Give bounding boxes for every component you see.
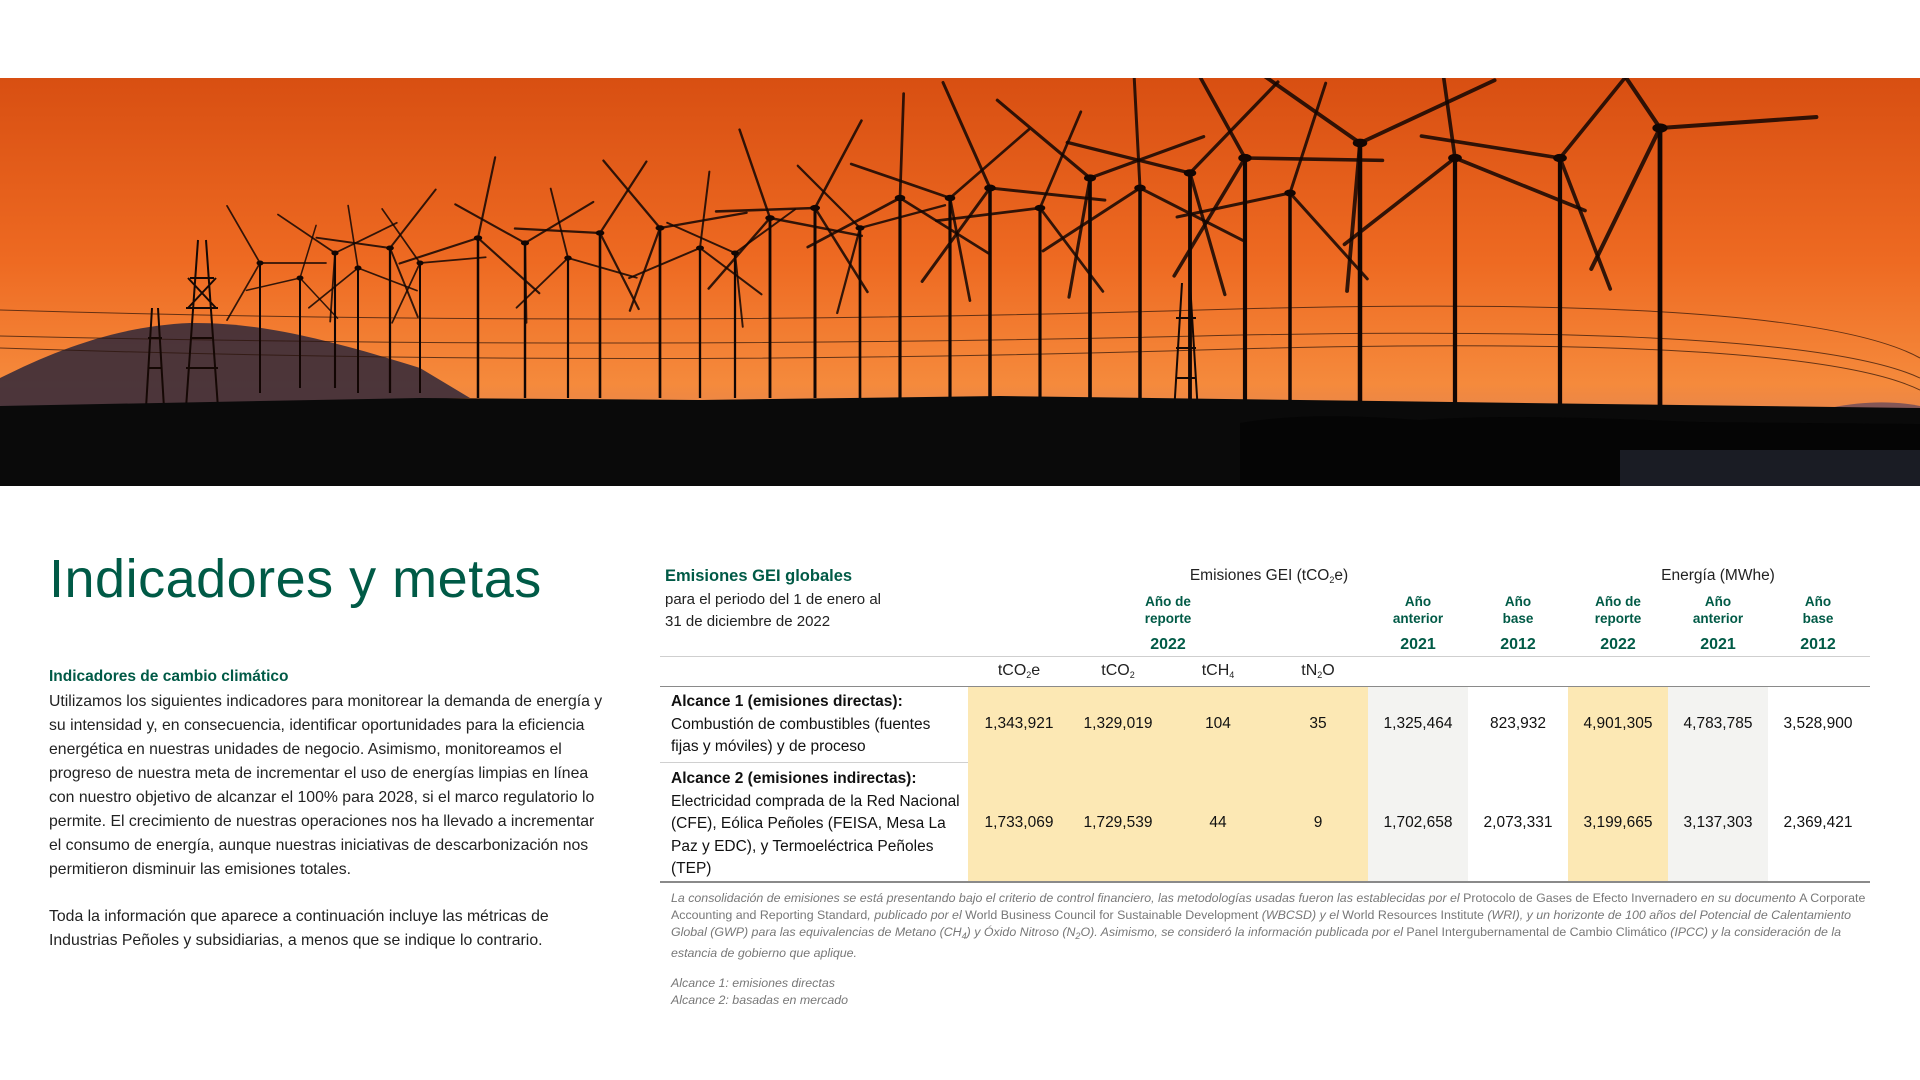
cell-value: 9 — [1313, 814, 1323, 831]
col-header-energy-base-year: Año base 2012 — [1800, 594, 1836, 653]
table-subtitle: 31 de diciembre de 2022 — [665, 613, 831, 630]
col-header-ghg-base-year: Año base 2012 — [1500, 594, 1536, 653]
unit-tco2e: tCO$_2$e — [997, 662, 1041, 680]
cell-value: 1,325,464 — [1383, 715, 1453, 732]
table-subtitle: para el periodo del 1 de enero al — [665, 591, 881, 608]
scope-paragraph: Toda la información que aparece a continuación incluye las métricas de Industrias Peñoles y subsidiarias, a menos que se indique lo contrario. — [49, 908, 549, 949]
table-title: Emisiones GEI globales — [665, 567, 853, 585]
cell-value: 2,369,421 — [1783, 814, 1853, 831]
table-divider — [660, 656, 1870, 657]
unit-tco2: tCO$_2$ — [1101, 662, 1135, 680]
cell-value: 2,073,331 — [1483, 814, 1553, 831]
cell-value: 1,343,921 — [984, 715, 1054, 732]
cell-value: 3,528,900 — [1783, 715, 1853, 732]
cell-value: 3,137,303 — [1683, 814, 1753, 831]
cell-value: 823,932 — [1489, 715, 1547, 732]
energy-group-header: Energía (MWhe) — [1661, 567, 1775, 584]
cell-value: 1,702,658 — [1383, 814, 1453, 831]
row-label-scope-2: Alcance 2 (emisiones indirectas): Electricidad comprada de la Red Nacional (CFE), Eólica Peñoles (FEISA, Mesa La Paz y EDC), y Termoeléctrica Peñoles (TEP) — [671, 770, 960, 877]
col-header-energy-reporting-year: Año de reporte 2022 — [1594, 594, 1642, 653]
table-bottom-rule — [660, 881, 1870, 883]
wind-turbines-hero-image — [0, 78, 1920, 486]
cell-value: 104 — [1205, 715, 1231, 732]
col-header-energy-previous-year: Año anterior 2021 — [1692, 594, 1744, 653]
unit-tch4: tCH$_4$ — [1201, 662, 1235, 680]
page-title: Indicadores y metas — [49, 549, 542, 609]
unit-tn2o: $tN_2O$ — [1301, 662, 1335, 680]
table-row-divider — [660, 762, 968, 763]
cell-value: 44 — [1209, 814, 1227, 831]
scope-2-note: Alcance 2: basadas en mercado — [671, 993, 849, 1007]
cell-value: 1,329,019 — [1083, 715, 1153, 732]
section-heading: Indicadores de cambio climático — [49, 668, 289, 685]
col-header-ghg-reporting-year: Año de reporte 2022 — [1144, 594, 1192, 653]
methodology-footnote: La consolidación de emisiones se está presentando bajo el criterio de control financiero, las metodologías usadas fueron las establecidas por el Protocolo de Gases de Efecto Invernadero en su documento A Corporate Accounting and Reporting Standard, publicado por el World Business Council for Sustainable Development (WBCSD) y el World Resources Institute (WRI), y un horizonte de 100 años del Potencial de Calentamiento Global (GWP) para las equivalencias de Metano $(CH_4)$ y Óxido Nitroso $(N_2O)$. Asimismo, se consideró la información publicada por el Panel Intergubernamental de Cambio Climático (IPCC) y la consideración de la estancia de gobierno que aplique. — [671, 891, 1866, 960]
table-divider — [660, 686, 1870, 687]
intro-paragraph: Utilizamos los siguientes indicadores para monitorear la demanda de energía y su intensidad y, en consecuencia, identificar oportunidades para la eficiencia energética en nuestras unidades de negocio. Asimismo, monitoreamos el progreso de nuestra meta de incrementar el uso de energías limpias en línea con nuestro objetivo de alcanzar el 100% para 2028, si el marco regulatorio lo permite. El crecimiento de nuestras operaciones nos ha llevado a incrementar el consumo de energía, aunque nuestras iniciativas de descarbonización nos permitieron disminuir las emisiones totales. — [49, 693, 603, 878]
col-header-ghg-previous-year: Año anterior 2021 — [1392, 594, 1444, 653]
scope-1-note: Alcance 1: emisiones directas — [671, 976, 835, 990]
cell-value: 35 — [1309, 715, 1327, 732]
cell-value: 1,733,069 — [984, 814, 1054, 831]
cell-value: 4,783,785 — [1683, 715, 1753, 732]
cell-value: 3,199,665 — [1583, 814, 1653, 831]
row-label-scope-1: Alcance 1 (emisiones directas): Combustión de combustibles (fuentes fijas y móviles) y de proceso — [671, 693, 931, 755]
ghg-group-header: Emisiones GEI (tCO$_2$e) — [1189, 567, 1349, 585]
cell-value: 1,729,539 — [1083, 814, 1153, 831]
cell-value: 4,901,305 — [1583, 715, 1653, 732]
